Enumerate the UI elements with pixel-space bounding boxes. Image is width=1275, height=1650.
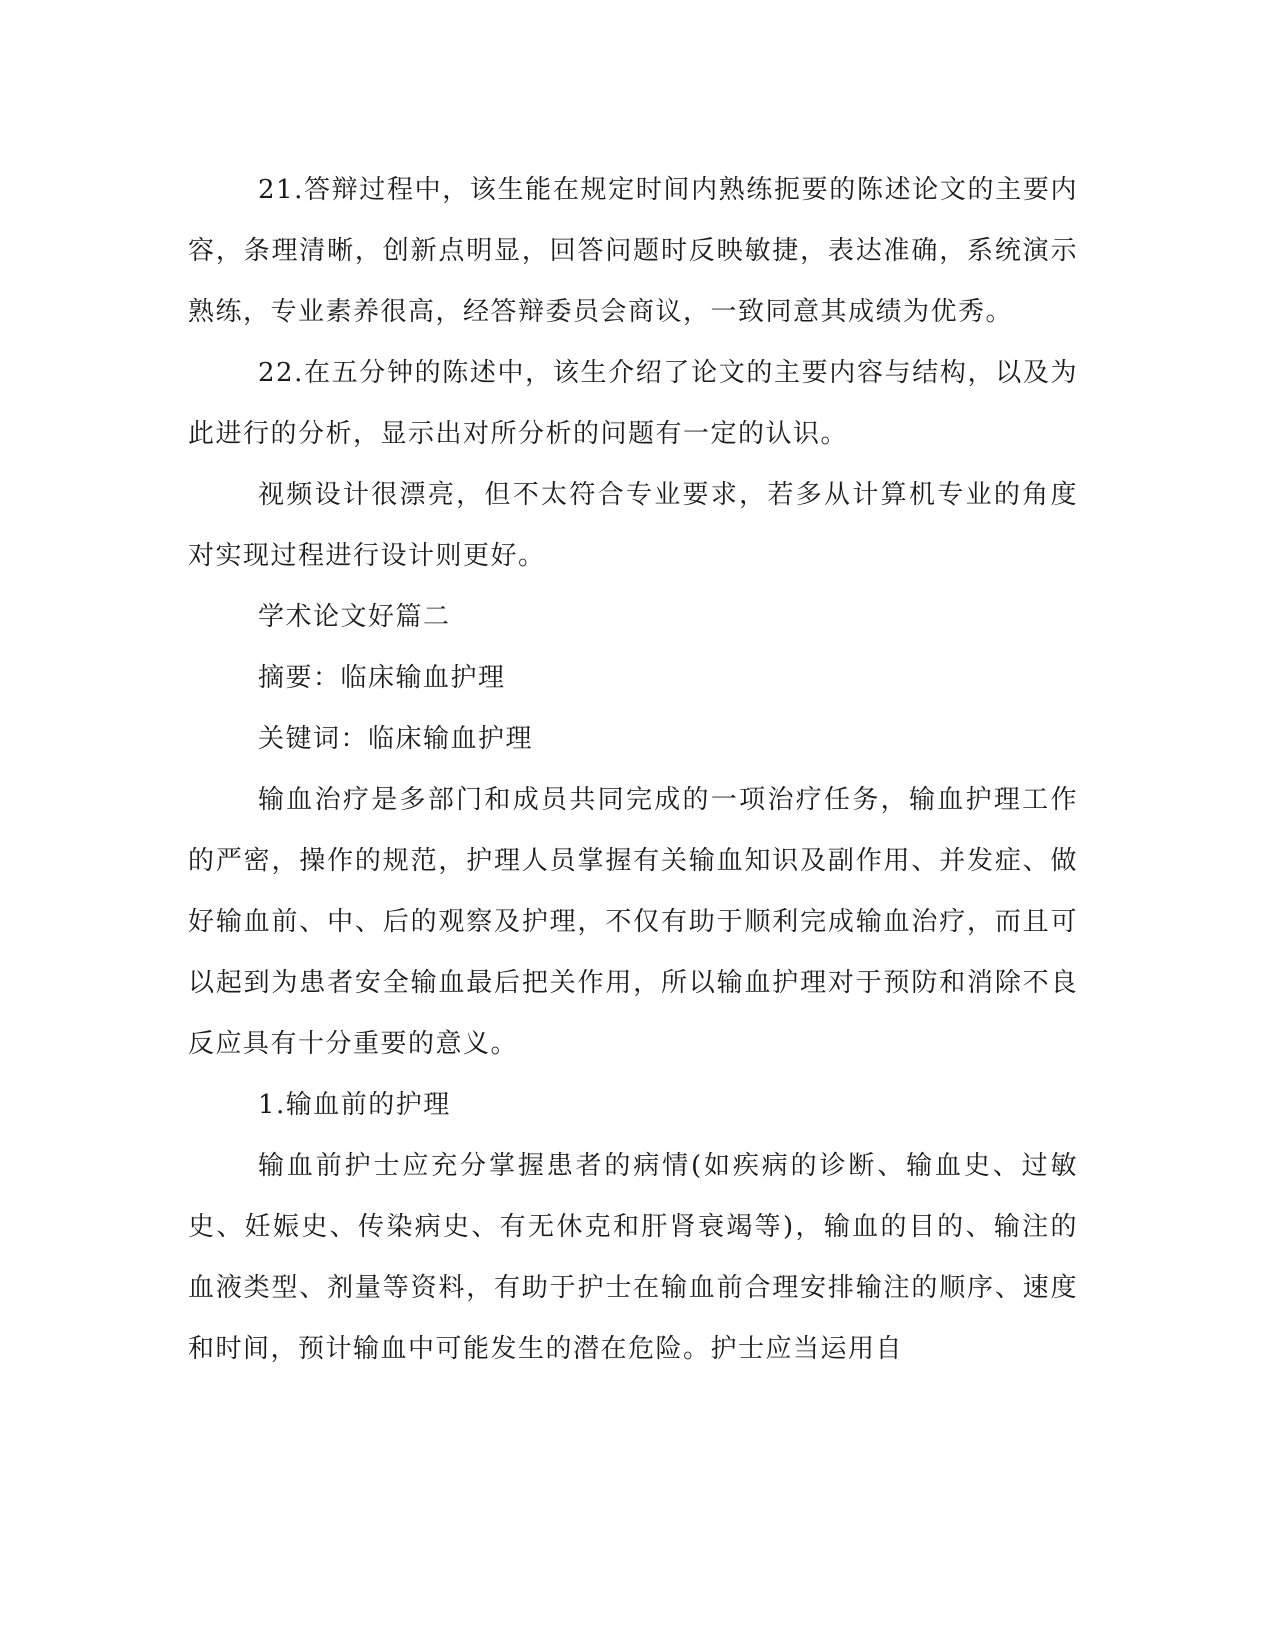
document-body [188,160,1078,1380]
section-title: 学术论文好篇二 [258,602,451,632]
paragraph-defense-excellent: 21.答辩过程中，该生能在规定时间内熟练扼要的陈述论文的主要内容，条理清晰，创新点明显，回答问题时反映敏捷，表达准确，系统演示熟练，专业素养很高，经答辩委员会商议，一致同意其成绩为优秀。 [188,175,1078,327]
paragraph-defense-presentation: 22.在五分钟的陈述中，该生介绍了论文的主要内容与结构，以及为此进行的分析，显示出对所分析的问题有一定的认识。 [188,358,1078,449]
keywords-line: 关键词：临床输血护理 [258,724,534,754]
abstract-line: 摘要：临床输血护理 [258,663,506,693]
paragraph-pre-transfusion: 输血前护士应充分掌握患者的病情(如疾病的诊断、输血史、过敏史、妊娠史、传染病史、有无休克和肝肾衰竭等)，输血的目的、输注的血液类型、剂量等资料，有助于护士在输血前合理安排输注的顺序、速度和时间，预计输血中可能发生的潜在危险。护士应当运用自 [188,1151,1078,1364]
subheading-pre-transfusion: 1.输血前的护理 [258,1090,451,1120]
paragraph-transfusion-intro: 输血治疗是多部门和成员共同完成的一项治疗任务，输血护理工作的严密，操作的规范，护理人员掌握有关输血知识及副作用、并发症、做好输血前、中、后的观察及护理，不仅有助于顺利完成输血治疗，而且可以起到为患者安全输血最后把关作用，所以输血护理对于预防和消除不良反应具有十分重要的意义。 [188,785,1078,1059]
paragraph-video-design: 视频设计很漂亮，但不太符合专业要求，若多从计算机专业的角度对实现过程进行设计则更好。 [188,480,1078,571]
